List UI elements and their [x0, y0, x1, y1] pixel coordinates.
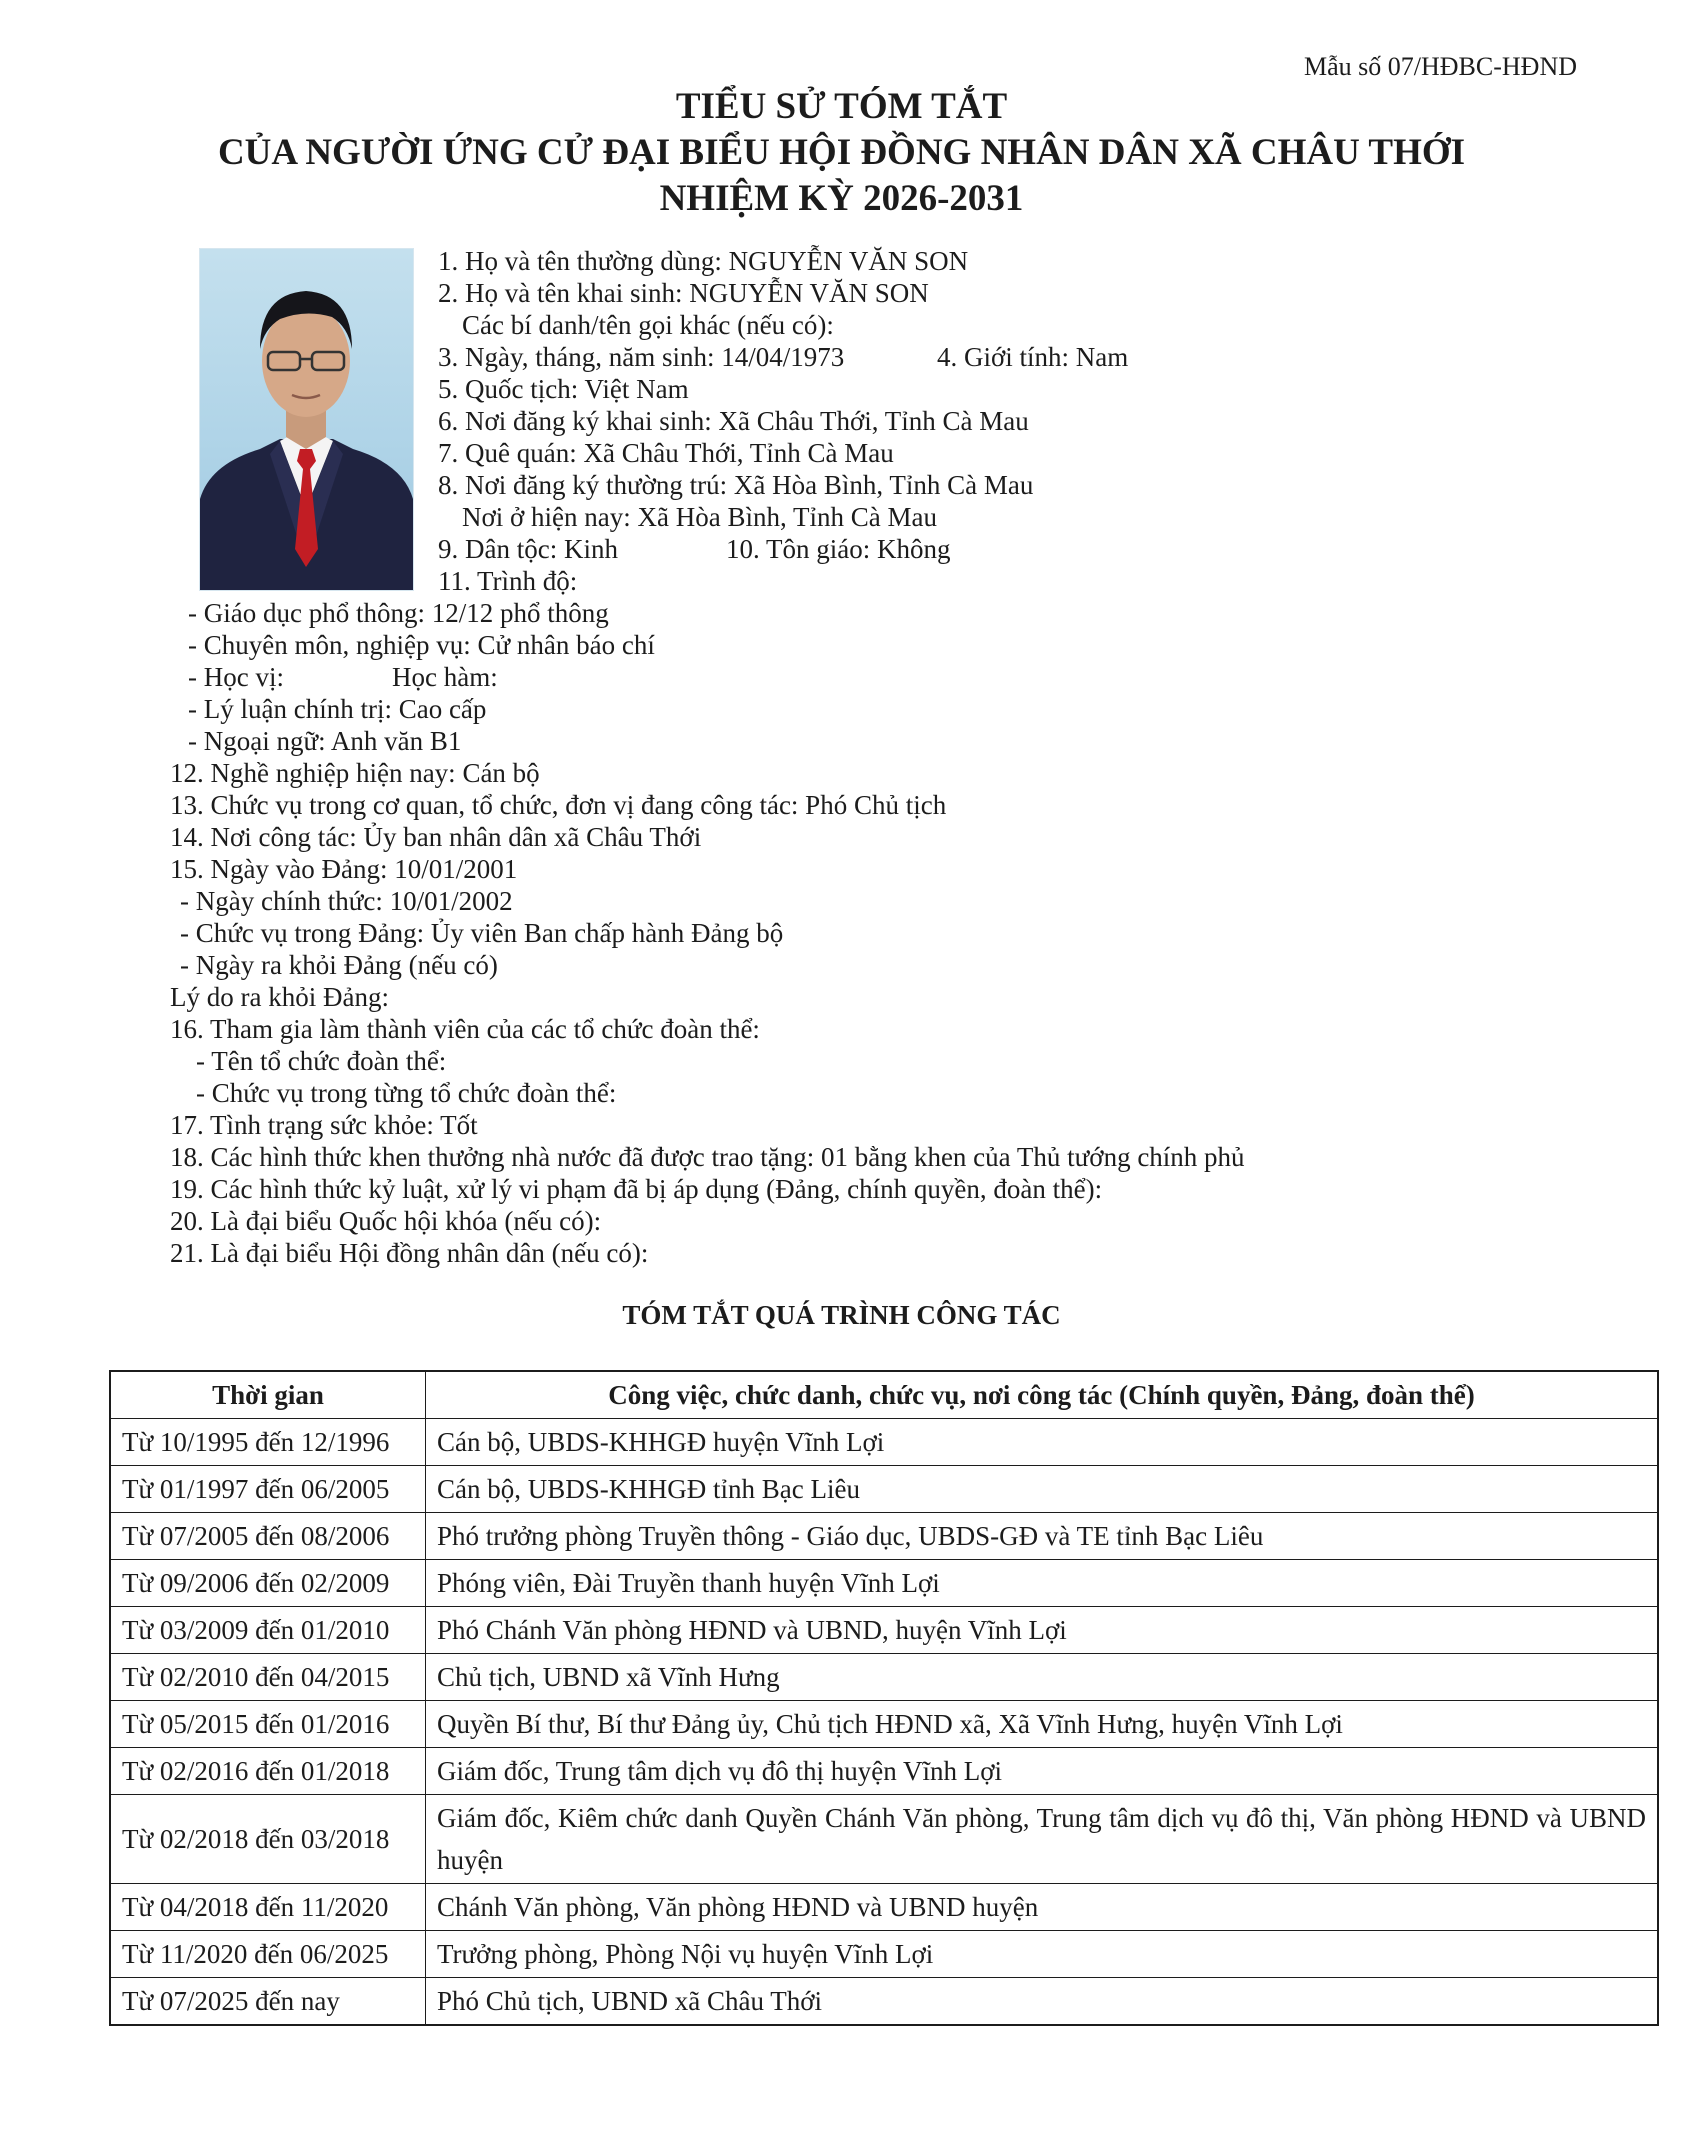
info-birth-date: 3. Ngày, tháng, năm sinh: 14/04/1973 — [438, 342, 845, 372]
table-row — [110, 1513, 1658, 1560]
row-job: Chủ tịch, UBND xã Vĩnh Hưng — [426, 1654, 1659, 1701]
row-job: Giám đốc, Kiêm chức danh Quyền Chánh Văn phòng, Trung tâm dịch vụ đô thị, Văn phòng HĐND và UBND huyện — [426, 1795, 1659, 1884]
info-discipline: 19. Các hình thức kỷ luật, xử lý vi phạm đã bị áp dụng (Đảng, chính quyền, đoàn thể): — [170, 1174, 1103, 1204]
row-time: Từ 02/2018 đến 03/2018 — [110, 1795, 426, 1884]
info-full-name: 1. Họ và tên thường dùng: NGUYỄN VĂN SON — [438, 246, 969, 276]
row-job: Phó Chánh Văn phòng HĐND và UBND, huyện Vĩnh Lợi — [426, 1607, 1659, 1654]
table-row — [110, 1466, 1658, 1513]
table-row — [110, 1978, 1658, 2026]
row-job: Phóng viên, Đài Truyền thanh huyện Vĩnh Lợi — [426, 1560, 1659, 1607]
row-job: Phó Chủ tịch, UBND xã Châu Thới — [426, 1978, 1659, 2026]
info-organization-name: - Tên tổ chức đoàn thể: — [196, 1046, 447, 1076]
table-row — [110, 1931, 1658, 1978]
row-time: Từ 07/2005 đến 08/2006 — [110, 1513, 426, 1560]
info-academic-title: Học hàm: — [392, 662, 498, 692]
info-people-council: 21. Là đại biểu Hội đồng nhân dân (nếu có): — [170, 1238, 649, 1268]
info-aliases: Các bí danh/tên gọi khác (nếu có): — [462, 310, 834, 340]
info-general-education: - Giáo dục phổ thông: 12/12 phổ thông — [188, 598, 609, 628]
row-job: Chánh Văn phòng, Văn phòng HĐND và UBND huyện — [426, 1884, 1659, 1931]
info-degree: - Học vị: — [188, 662, 284, 692]
title-line-1: TIỂU SỬ TÓM TẮT — [675, 86, 1008, 127]
info-gender: 4. Giới tính: Nam — [937, 342, 1129, 372]
info-organizations: 16. Tham gia làm thành viên của các tổ chức đoàn thể: — [170, 1014, 760, 1044]
row-job: Phó trưởng phòng Truyền thông - Giáo dục, UBDS-GĐ và TE tỉnh Bạc Liêu — [426, 1513, 1659, 1560]
info-specialty: - Chuyên môn, nghiệp vụ: Cử nhân báo chí — [188, 630, 655, 660]
info-organization-position: - Chức vụ trong từng tổ chức đoàn thể: — [196, 1078, 617, 1108]
table-row — [110, 1607, 1658, 1654]
info-education-heading: 11. Trình độ: — [438, 566, 578, 596]
info-birth-name: 2. Họ và tên khai sinh: NGUYỄN VĂN SON — [438, 278, 929, 308]
work-history-title: TÓM TẮT QUÁ TRÌNH CÔNG TÁC — [622, 1300, 1061, 1330]
info-religion: 10. Tôn giáo: Không — [726, 534, 951, 564]
table-row — [110, 1701, 1658, 1748]
table-row — [110, 1884, 1658, 1931]
info-national-assembly: 20. Là đại biểu Quốc hội khóa (nếu có): — [170, 1206, 602, 1236]
row-job: Quyền Bí thư, Bí thư Đảng ủy, Chủ tịch HĐND xã, Xã Vĩnh Hưng, huyện Vĩnh Lợi — [426, 1701, 1659, 1748]
row-job: Cán bộ, UBDS-KHHGĐ tỉnh Bạc Liêu — [426, 1466, 1659, 1513]
header-job: Công việc, chức danh, chức vụ, nơi công tác (Chính quyền, Đảng, đoàn thể) — [426, 1371, 1659, 1419]
form-number: Mẫu số 07/HĐBC-HĐND — [1304, 52, 1577, 81]
header-time: Thời gian — [110, 1371, 426, 1419]
row-time: Từ 10/1995 đến 12/1996 — [110, 1419, 426, 1466]
row-time: Từ 05/2015 đến 01/2016 — [110, 1701, 426, 1748]
table-header-row — [110, 1371, 1658, 1419]
row-time: Từ 02/2016 đến 01/2018 — [110, 1748, 426, 1795]
info-current-residence: Nơi ở hiện nay: Xã Hòa Bình, Tỉnh Cà Mau — [462, 502, 937, 532]
info-workplace: 14. Nơi công tác: Ủy ban nhân dân xã Châu Thới — [170, 822, 702, 852]
row-time: Từ 07/2025 đến nay — [110, 1978, 426, 2026]
row-job: Trưởng phòng, Phòng Nội vụ huyện Vĩnh Lợi — [426, 1931, 1659, 1978]
row-time: Từ 03/2009 đến 01/2010 — [110, 1607, 426, 1654]
row-job: Cán bộ, UBDS-KHHGĐ huyện Vĩnh Lợi — [426, 1419, 1659, 1466]
row-time: Từ 02/2010 đến 04/2015 — [110, 1654, 426, 1701]
info-occupation: 12. Nghề nghiệp hiện nay: Cán bộ — [170, 758, 540, 788]
info-awards: 18. Các hình thức khen thưởng nhà nước đã được trao tặng: 01 bằng khen của Thủ tướng chính phủ — [170, 1142, 1245, 1172]
info-party-position: - Chức vụ trong Đảng: Ủy viên Ban chấp hành Đảng bộ — [180, 918, 784, 948]
info-foreign-language: - Ngoại ngữ: Anh văn B1 — [188, 726, 462, 756]
info-party-join-date: 15. Ngày vào Đảng: 10/01/2001 — [170, 854, 518, 884]
info-party-leave-date: - Ngày ra khỏi Đảng (nếu có) — [180, 950, 498, 980]
info-health: 17. Tình trạng sức khỏe: Tốt — [170, 1110, 478, 1140]
title-line-2: CỦA NGƯỜI ỨNG CỬ ĐẠI BIỂU HỘI ĐỒNG NHÂN DÂN XÃ CHÂU THỚI — [217, 132, 1466, 173]
info-political-theory: - Lý luận chính trị: Cao cấp — [188, 694, 487, 724]
info-party-official-date: - Ngày chính thức: 10/01/2002 — [180, 886, 513, 916]
row-time: Từ 11/2020 đến 06/2025 — [110, 1931, 426, 1978]
info-party-leave-reason: Lý do ra khỏi Đảng: — [170, 982, 389, 1012]
info-ethnicity: 9. Dân tộc: Kinh — [438, 534, 618, 564]
title-line-3: NHIỆM KỲ 2026-2031 — [659, 178, 1024, 219]
row-time: Từ 01/1997 đến 06/2005 — [110, 1466, 426, 1513]
table-row — [110, 1748, 1658, 1795]
row-time: Từ 04/2018 đến 11/2020 — [110, 1884, 426, 1931]
row-job: Giám đốc, Trung tâm dịch vụ đô thị huyện Vĩnh Lợi — [426, 1748, 1659, 1795]
info-permanent-residence: 8. Nơi đăng ký thường trú: Xã Hòa Bình, Tỉnh Cà Mau — [438, 470, 1034, 500]
info-position: 13. Chức vụ trong cơ quan, tổ chức, đơn vị đang công tác: Phó Chủ tịch — [170, 790, 947, 820]
work-history-table — [109, 1370, 1659, 2026]
info-birth-registration: 6. Nơi đăng ký khai sinh: Xã Châu Thới, Tỉnh Cà Mau — [438, 406, 1029, 436]
info-nationality: 5. Quốc tịch: Việt Nam — [438, 374, 689, 404]
table-row — [110, 1654, 1658, 1701]
table-row — [110, 1419, 1658, 1466]
info-hometown: 7. Quê quán: Xã Châu Thới, Tỉnh Cà Mau — [438, 438, 894, 468]
table-row — [110, 1560, 1658, 1607]
row-time: Từ 09/2006 đến 02/2009 — [110, 1560, 426, 1607]
table-row — [110, 1795, 1658, 1884]
